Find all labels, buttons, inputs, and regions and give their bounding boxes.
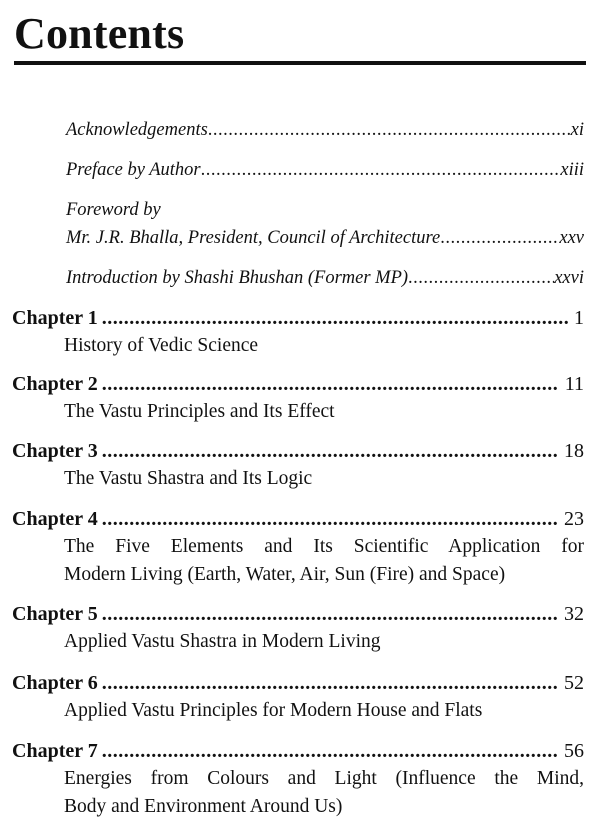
chapter-title-line2: Modern Living (Earth, Water, Air, Sun (Fire) and Space) (64, 564, 506, 585)
leader-dots (208, 116, 571, 144)
front-matter-acknowledgements (66, 116, 584, 144)
front-matter-preface (66, 156, 584, 184)
chapter-label: Chapter 7 (12, 740, 98, 762)
chapter-title: The Vastu Principles and Its Effect (64, 401, 335, 422)
leader-dots (98, 505, 558, 533)
chapter-4 (12, 505, 584, 589)
leader-dots (98, 737, 558, 765)
chapter-6 (12, 669, 584, 725)
leader-dots (98, 370, 559, 398)
toc-entry-label: Mr. J.R. Bhalla, President, Council of Architecture (66, 228, 441, 248)
chapter-title: The Vastu Shastra and Its Logic (64, 468, 313, 489)
leader-dots (98, 437, 558, 465)
chapter-title-line1: Energies from Colours and Light (Influence the Mind, (64, 768, 584, 789)
chapter-1 (12, 304, 584, 360)
toc-entry-label: Preface by Author (66, 160, 201, 180)
chapter-page-number: 56 (564, 740, 584, 762)
chapter-page-number: 23 (564, 508, 584, 530)
chapter-label: Chapter 3 (12, 440, 98, 462)
title-rule (14, 61, 586, 65)
chapter-label: Chapter 5 (12, 603, 98, 625)
chapter-label: Chapter 6 (12, 672, 98, 694)
chapter-page-number: 52 (564, 672, 584, 694)
chapter-title-line2: Body and Environment Around Us) (64, 796, 343, 817)
chapter-label: Chapter 4 (12, 508, 98, 530)
leader-dots (98, 304, 568, 332)
leader-dots (440, 224, 559, 252)
toc-page-number: xxv (559, 228, 584, 248)
chapter-2 (12, 370, 584, 426)
toc-page-number: xxvi (554, 268, 584, 288)
toc-entry-label: Acknowledgements (66, 120, 208, 140)
front-matter-foreword (66, 196, 584, 252)
chapter-7 (12, 737, 584, 821)
chapter-title: Applied Vastu Shastra in Modern Living (64, 631, 381, 652)
toc-page-number: xiii (560, 160, 584, 180)
chapter-title-line1: The Five Elements and Its Scientific Application for (64, 536, 584, 557)
front-matter-introduction (66, 264, 584, 292)
chapter-label: Chapter 1 (12, 307, 98, 329)
chapter-title: Applied Vastu Principles for Modern House and Flats (64, 700, 483, 721)
chapter-label: Chapter 2 (12, 373, 98, 395)
toc-entry-label: Introduction by Shashi Bhushan (Former MP) (66, 268, 409, 288)
chapter-5 (12, 600, 584, 656)
leader-dots (201, 156, 561, 184)
page-title: Contents (14, 9, 185, 58)
toc-entry-label-line1: Foreword by (66, 200, 161, 220)
chapter-3 (12, 437, 584, 493)
chapter-page-number: 1 (574, 307, 584, 329)
chapter-page-number: 11 (564, 373, 584, 395)
leader-dots (98, 669, 558, 697)
chapter-title: History of Vedic Science (64, 335, 259, 356)
leader-dots (408, 264, 554, 292)
leader-dots (98, 600, 558, 628)
chapter-page-number: 32 (564, 603, 584, 625)
chapter-page-number: 18 (564, 440, 584, 462)
toc-page-number: xi (570, 120, 584, 140)
